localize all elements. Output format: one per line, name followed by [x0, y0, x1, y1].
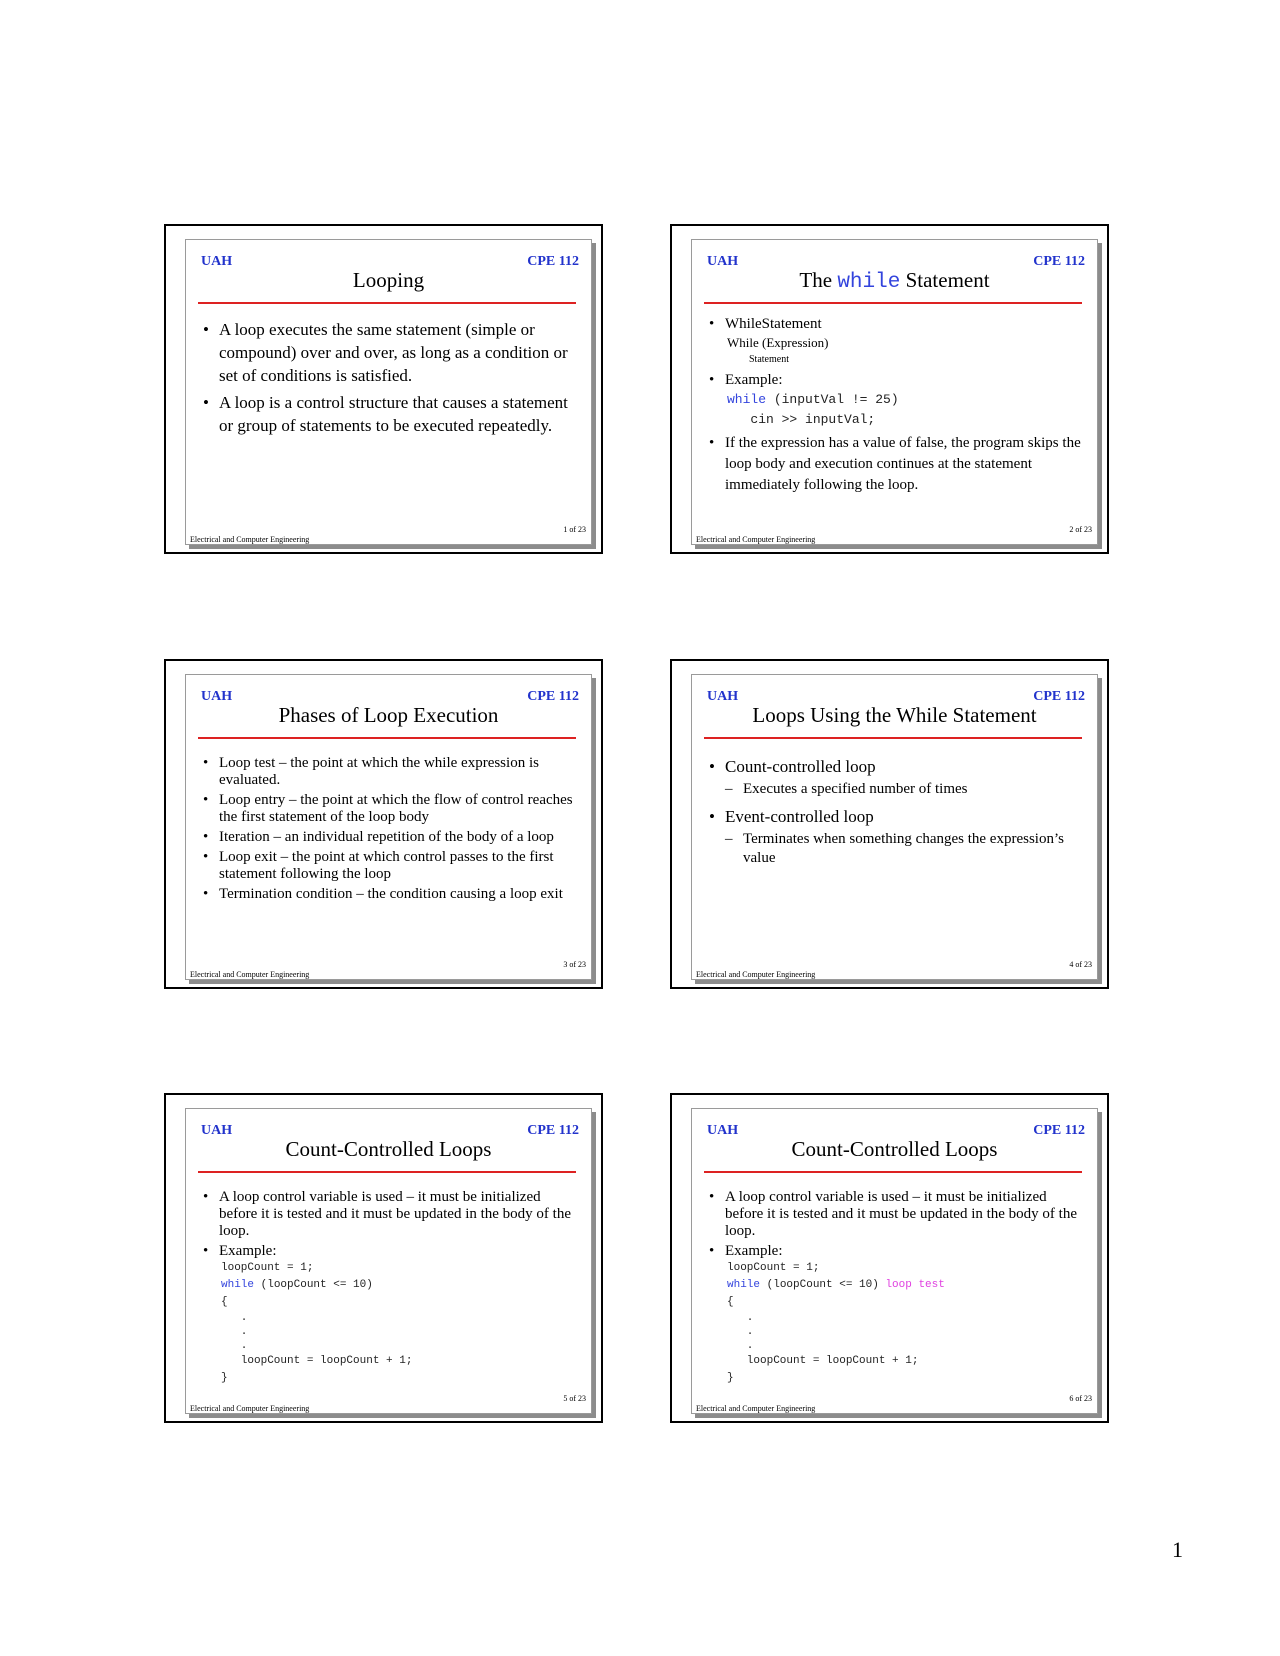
slide-number: 6 of 23: [1069, 1394, 1092, 1403]
slide-footer: Electrical and Computer Engineering: [696, 535, 820, 544]
slide-1: [164, 224, 603, 554]
slide-body: [201, 318, 579, 441]
slide-title: Phases of Loop Execution: [278, 703, 499, 727]
code-line: }: [727, 1372, 734, 1384]
title-rule: [198, 737, 576, 739]
header-left: UAH: [707, 254, 739, 269]
code-line: }: [221, 1372, 228, 1384]
slide-body: [201, 755, 579, 906]
header-left: UAH: [707, 689, 739, 704]
code-line: .: [727, 1312, 754, 1324]
bullet: • Example:: [707, 1243, 1085, 1260]
header-left: UAH: [201, 689, 233, 704]
slide-footer: Electrical and Computer Engineering: [190, 970, 314, 979]
code-line: {: [727, 1296, 734, 1308]
title-rule: [198, 302, 576, 304]
code-keyword: while: [727, 1279, 761, 1291]
slide-title: Count-Controlled Loops: [285, 1137, 492, 1161]
code-line: [221, 1277, 579, 1294]
bullet: • Loop test – the point at which the while expression is evaluated.: [201, 755, 579, 789]
slide-number: 3 of 23: [563, 960, 586, 969]
header-left: UAH: [201, 254, 233, 269]
code-line: .: [727, 1326, 754, 1338]
bullet: • Loop entry – the point at which the flow of control reaches the first statement of the loop body: [201, 792, 579, 826]
slide-footer: Electrical and Computer Engineering: [190, 535, 314, 544]
header-left: UAH: [201, 1123, 233, 1138]
slide-4: [670, 659, 1109, 989]
code-line: [727, 390, 1085, 410]
title-text: Statement: [905, 268, 990, 292]
slide-frame: [691, 239, 1098, 545]
slide-body: [201, 1189, 579, 1387]
code-line: .: [221, 1340, 248, 1352]
slide-footer: Electrical and Computer Engineering: [696, 970, 820, 979]
bullet: • A loop executes the same statement (simple or compound) over and over, as long as a condition or set of conditions is satisfied.: [201, 318, 579, 387]
code-line: .: [221, 1326, 248, 1338]
code-line: [727, 1277, 1085, 1294]
header-right: CPE 112: [1033, 689, 1085, 704]
title-rule: [704, 737, 1082, 739]
bullet: • Example:: [707, 372, 1085, 389]
bullet: • Termination condition – the condition causing a loop exit: [201, 886, 579, 903]
code-line: loopCount = 1;: [727, 1262, 820, 1274]
header-left: UAH: [707, 1123, 739, 1138]
header-right: CPE 112: [527, 254, 579, 269]
slide-body: [707, 755, 1085, 874]
page-number: 1: [1172, 1537, 1183, 1562]
slide-frame: [185, 239, 592, 545]
header-right: CPE 112: [527, 1123, 579, 1138]
code-line: loopCount = loopCount + 1;: [221, 1355, 413, 1367]
slide-footer: Electrical and Computer Engineering: [190, 1404, 314, 1413]
title-text: The: [799, 268, 833, 292]
bullet: • A loop control variable is used – it must be initialized before it is tested and it must be updated in the body of the loop.: [201, 1189, 579, 1240]
code-line: cin >> inputVal;: [727, 412, 876, 427]
slide-title: Loops Using the While Statement: [752, 703, 1037, 727]
slide-number: 2 of 23: [1069, 525, 1092, 534]
slide-title: Looping: [352, 268, 425, 292]
bullet: • Example:: [201, 1243, 579, 1260]
code-line: .: [727, 1340, 754, 1352]
bullet: • Loop exit – the point at which control passes to the first statement following the loop: [201, 849, 579, 883]
code-text: (loopCount <= 10): [254, 1279, 373, 1291]
bullet: • A loop is a control structure that causes a statement or group of statements to be executed repeatedly.: [201, 391, 579, 437]
bullet: • If the expression has a value of false, the program skips the loop body and execution continues at the statement immediately following the loop.: [707, 433, 1085, 496]
code-line: loopCount = loopCount + 1;: [727, 1355, 919, 1367]
header-right: CPE 112: [527, 689, 579, 704]
syntax-line: While (Expression): [727, 335, 829, 350]
title-rule: [704, 302, 1082, 304]
sub-bullet: – Executes a specified number of times: [725, 780, 1085, 799]
slide-body: [707, 316, 1085, 499]
bullet: • WhileStatement: [707, 316, 1085, 333]
slide-footer: Electrical and Computer Engineering: [696, 1404, 820, 1413]
slide-number: 5 of 23: [563, 1394, 586, 1403]
slide-body: [707, 1189, 1085, 1387]
title-rule: [198, 1171, 576, 1173]
code-line: {: [221, 1296, 228, 1308]
code-text: (inputVal != 25): [766, 392, 899, 407]
slide-number: 4 of 23: [1069, 960, 1092, 969]
slide-5: [164, 1093, 603, 1423]
bullet: • Count-controlled loop: [707, 755, 1085, 778]
header-right: CPE 112: [1033, 254, 1085, 269]
slide-frame: [691, 1108, 1098, 1414]
code-line: .: [221, 1312, 248, 1324]
slide-frame: [691, 674, 1098, 980]
code-text: (loopCount <= 10): [760, 1279, 886, 1291]
header-right: CPE 112: [1033, 1123, 1085, 1138]
sub-bullet: – Terminates when something changes the expression’s value: [725, 830, 1085, 868]
slide-frame: [185, 1108, 592, 1414]
code-keyword: while: [727, 392, 767, 407]
bullet: • Iteration – an individual repetition of the body of a loop: [201, 829, 579, 846]
slide-frame: [185, 674, 592, 980]
title-rule: [704, 1171, 1082, 1173]
code-line: loopCount = 1;: [221, 1262, 314, 1274]
slide-2: [670, 224, 1109, 554]
bullet: • A loop control variable is used – it must be initialized before it is tested and it must be updated in the body of the loop.: [707, 1189, 1085, 1240]
slide-title: Count-Controlled Loops: [791, 1137, 998, 1161]
slide-number: 1 of 23: [563, 525, 586, 534]
slide-3: [164, 659, 603, 989]
title-code: while: [837, 271, 901, 294]
syntax-line: Statement: [749, 354, 789, 365]
code-annotation: loop test: [885, 1279, 945, 1291]
slide-6: [670, 1093, 1109, 1423]
slide-title: [692, 268, 1097, 294]
bullet: • Event-controlled loop: [707, 805, 1085, 828]
code-keyword: while: [221, 1279, 255, 1291]
